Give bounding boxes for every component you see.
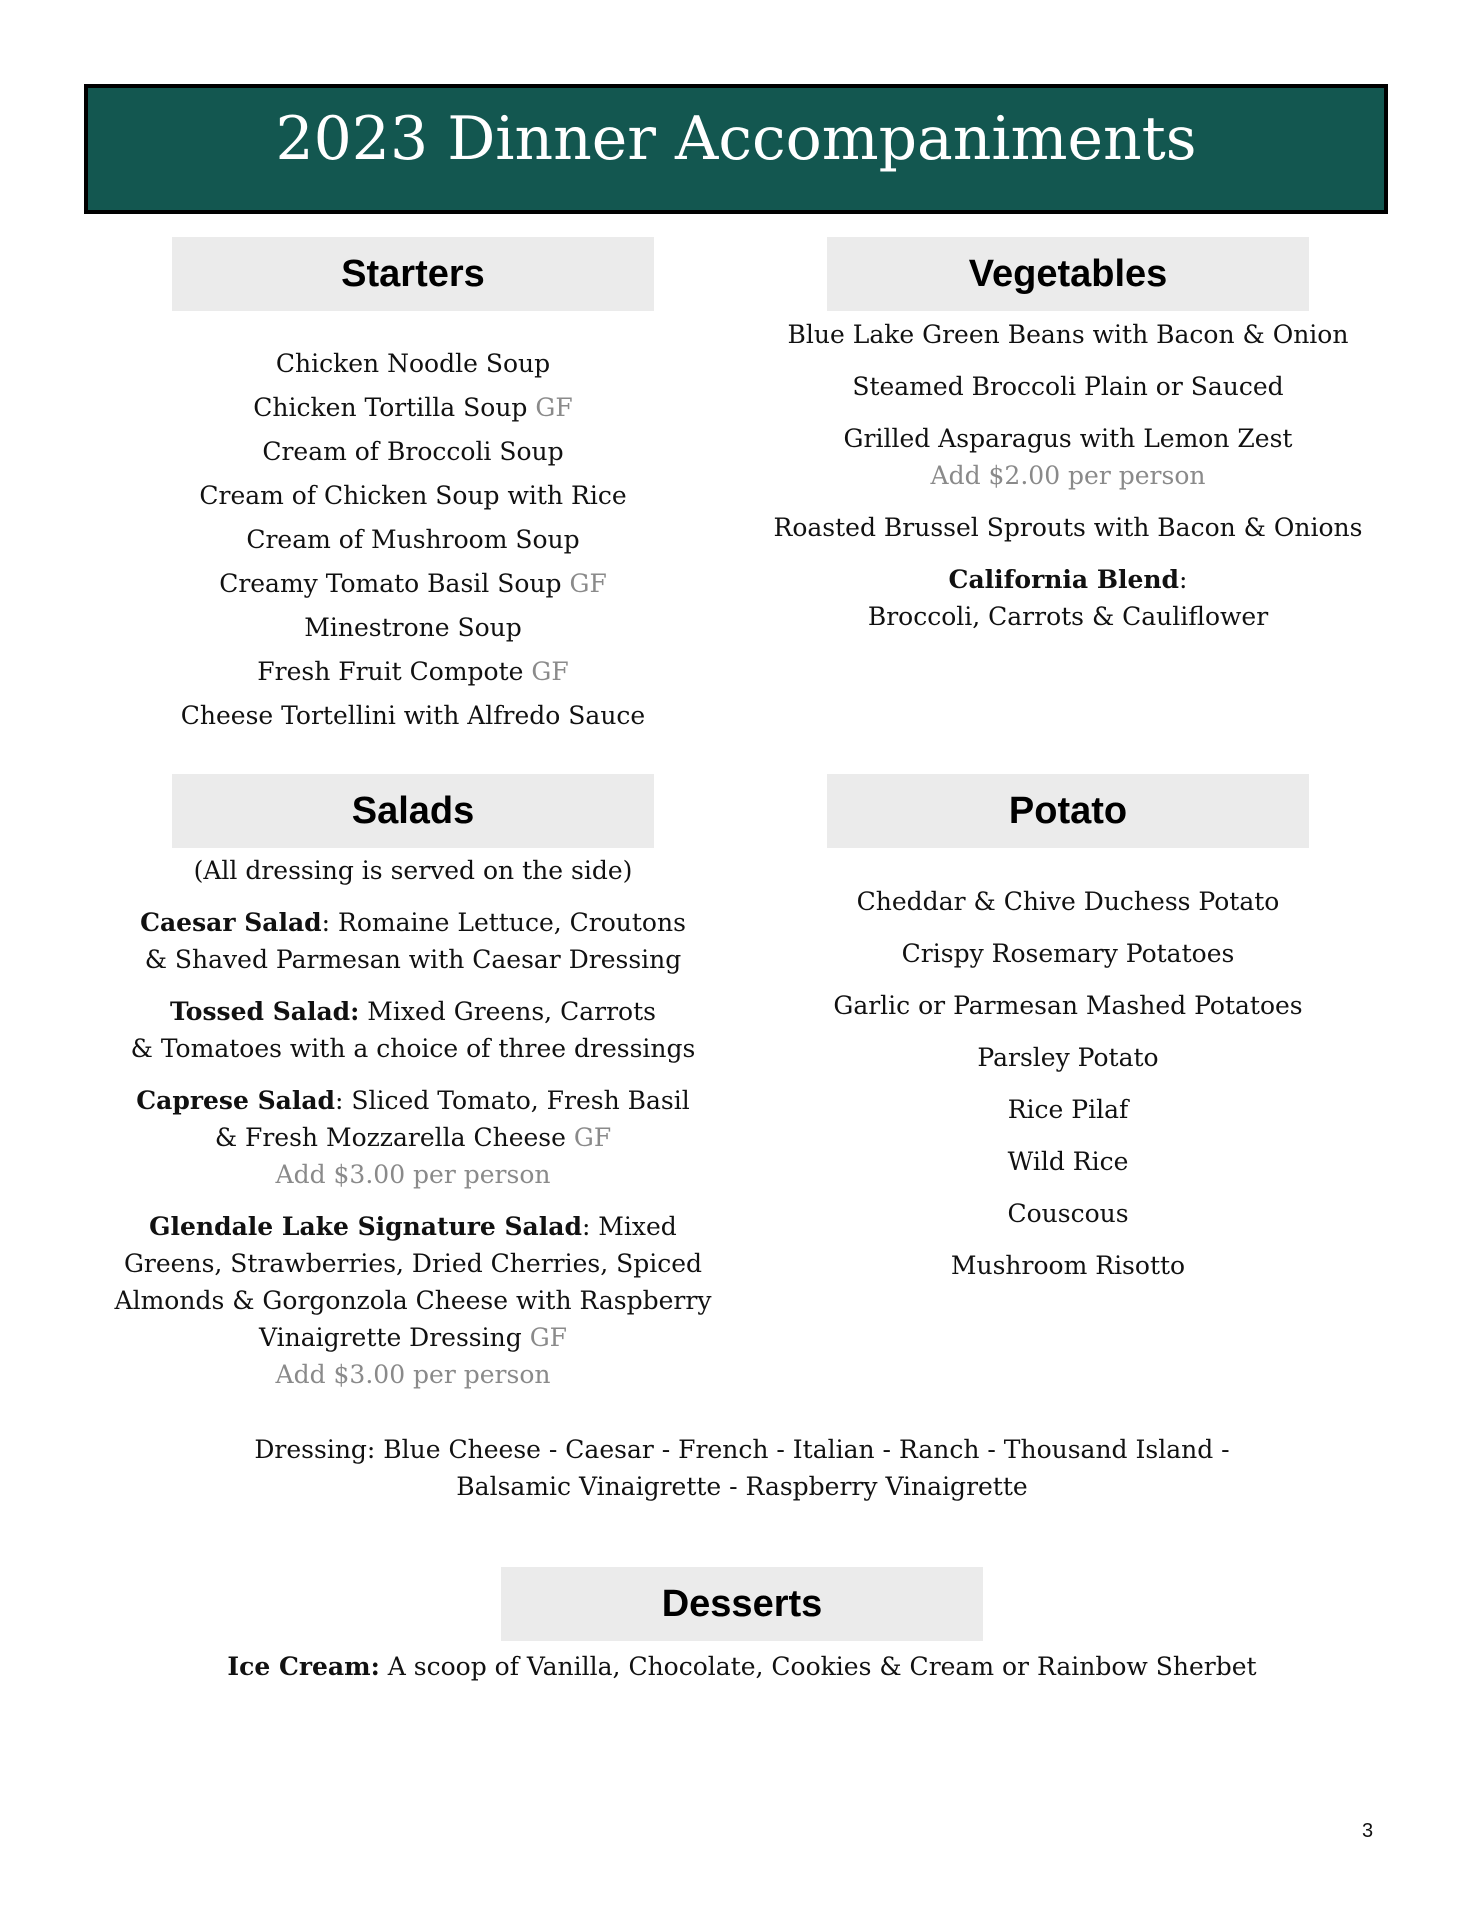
list-item: Crispy Rosemary Potatoes <box>901 939 1235 968</box>
list-item: Blue Lake Green Beans with Bacon & Onion <box>787 320 1349 349</box>
list-item: Caprese Salad: Sliced Tomato, Fresh Basil <box>136 1086 690 1115</box>
list-item-line: Greens, Strawberries, Dried Cherries, Spiced <box>123 1249 703 1278</box>
page-number: 3 <box>1362 1820 1374 1842</box>
gf-tag: GF <box>573 1123 612 1152</box>
dressing-list <box>180 1431 1304 1505</box>
list-item-line: Vinaigrette Dressing GF <box>258 1323 568 1352</box>
salads-heading: Salads <box>172 774 654 848</box>
starters-heading: Starters <box>172 237 654 311</box>
list-item: Mushroom Risotto <box>950 1251 1186 1280</box>
list-item: Couscous <box>1007 1199 1129 1228</box>
list-item: Creamy Tomato Basil Soup GF <box>219 569 607 598</box>
gf-tag: GF <box>569 569 607 598</box>
list-item: Garlic or Parmesan Mashed Potatoes <box>833 991 1303 1020</box>
vegetables-heading: Vegetables <box>827 237 1309 311</box>
list-item: Chicken Tortilla Soup GF <box>253 393 573 422</box>
list-item: Chicken Noodle Soup <box>275 349 551 378</box>
list-item: Cheese Tortellini with Alfredo Sauce <box>180 701 646 730</box>
list-item-line: Almonds & Gorgonzola Cheese with Raspberry <box>114 1286 712 1315</box>
starters-list <box>120 342 706 738</box>
list-item: Cream of Broccoli Soup <box>262 437 564 466</box>
salads-list <box>90 852 736 1393</box>
list-item: Rice Pilaf <box>1007 1095 1129 1124</box>
dressing-line: Dressing: Blue Cheese - Caesar - French - Italian - Ranch - Thousand Island - <box>254 1435 1230 1464</box>
list-item: Glendale Lake Signature Salad: Mixed <box>149 1212 677 1241</box>
price-note: Add $2.00 per person <box>930 461 1206 490</box>
list-item-line: & Shaved Parmesan with Caesar Dressing <box>144 945 682 974</box>
list-item: Ice Cream: A scoop of Vanilla, Chocolate, Cookies & Cream or Rainbow Sherbet <box>227 1652 1257 1681</box>
price-note: Add $3.00 per person <box>275 1360 551 1389</box>
list-item: Minestrone Soup <box>304 613 522 642</box>
list-item: Parsley Potato <box>977 1043 1159 1072</box>
gf-tag: GF <box>529 1323 568 1352</box>
list-item: Cream of Mushroom Soup <box>246 525 580 554</box>
gf-tag: GF <box>535 393 573 422</box>
list-item: California Blend: <box>948 565 1188 594</box>
potato-list <box>790 876 1346 1292</box>
price-note: Add $3.00 per person <box>275 1160 551 1189</box>
gf-tag: GF <box>531 657 569 686</box>
desserts-list <box>120 1648 1364 1685</box>
salads-intro: (All dressing is served on the side) <box>193 856 633 885</box>
list-item: Grilled Asparagus with Lemon Zest <box>843 424 1293 453</box>
potato-heading: Potato <box>827 774 1309 848</box>
list-item: Fresh Fruit Compote GF <box>257 657 569 686</box>
list-item: Cream of Chicken Soup with Rice <box>199 481 627 510</box>
page-title: 2023 Dinner Accompaniments <box>275 104 1197 174</box>
desserts-heading: Desserts <box>501 1567 983 1641</box>
list-item-line: & Fresh Mozzarella Cheese GF <box>214 1123 612 1152</box>
list-item: Roasted Brussel Sprouts with Bacon & Onions <box>773 513 1363 542</box>
list-item: Cheddar & Chive Duchess Potato <box>856 887 1280 916</box>
list-item-detail: Broccoli, Carrots & Cauliflower <box>867 602 1269 631</box>
list-item: Wild Rice <box>1007 1147 1129 1176</box>
list-item-line: & Tomatoes with a choice of three dressings <box>130 1034 696 1063</box>
list-item: Steamed Broccoli Plain or Sauced <box>852 372 1284 401</box>
title-banner <box>84 84 1388 214</box>
dressing-line: Balsamic Vinaigrette - Raspberry Vinaigrette <box>456 1472 1028 1501</box>
list-item: Caesar Salad: Romaine Lettuce, Croutons <box>140 908 686 937</box>
list-item: Tossed Salad: Mixed Greens, Carrots <box>170 997 656 1026</box>
vegetables-list <box>740 316 1396 635</box>
